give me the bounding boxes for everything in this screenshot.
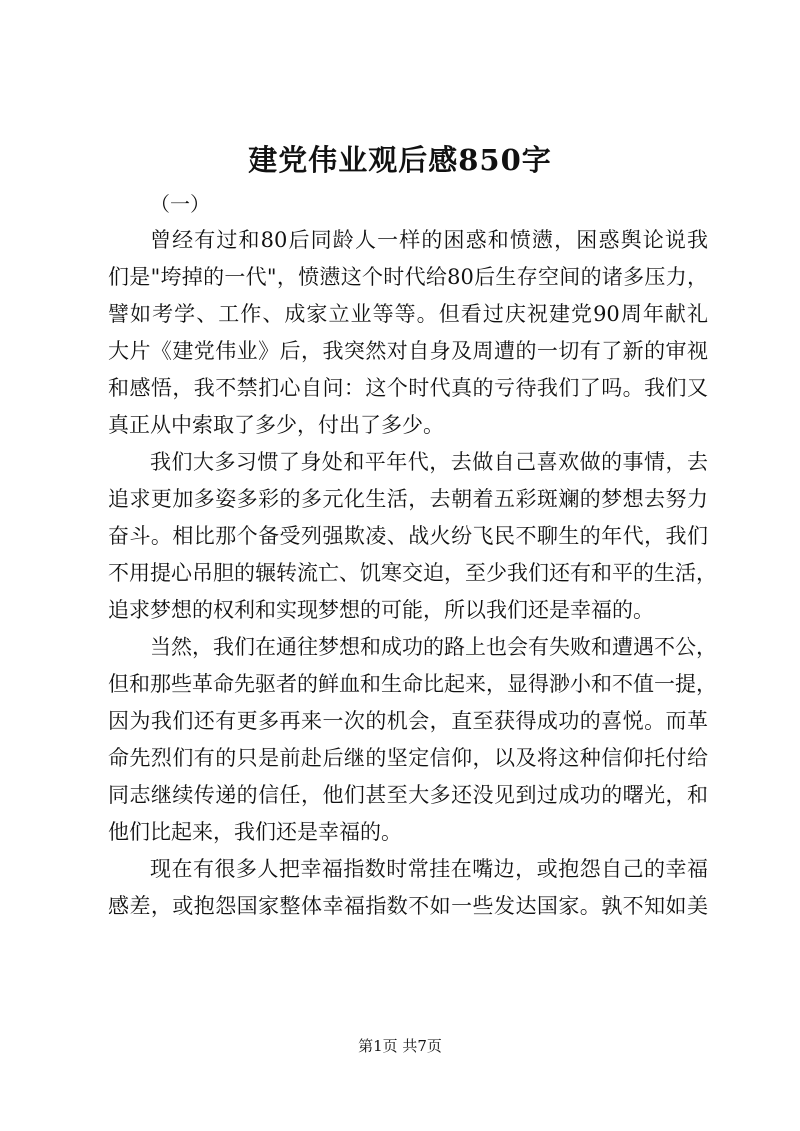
paragraph-line: 真正从中索取了多少，付出了多少。 xyxy=(108,413,444,437)
paragraph-line: 他们比起来，我们还是幸福的。 xyxy=(108,820,402,844)
paragraph-1 xyxy=(108,222,708,444)
paragraph-line: 当然，我们在通往梦想和成功的路上也会有失败和遭遇不公， xyxy=(150,635,717,659)
paragraph-line: 同志继续传递的信任，他们甚至大多还没见到过成功的曙光，和 xyxy=(108,783,708,807)
paragraph-line: 追求梦想的权利和实现梦想的可能，所以我们还是幸福的。 xyxy=(108,598,654,622)
document-body xyxy=(108,222,717,925)
paragraph-line: 奋斗。相比那个备受列强欺凌、战火纷飞民不聊生的年代，我们 xyxy=(108,524,708,548)
paragraph-line: 不用提心吊胆的辗转流亡、饥寒交迫，至少我们还有和平的生活， xyxy=(108,561,717,585)
section-marker: （一） xyxy=(150,192,210,216)
paragraph-line: 感差，或抱怨国家整体幸福指数不如一些发达国家。孰不知如美 xyxy=(108,894,708,918)
paragraph-line: 大片《建党伟业》后，我突然对自身及周遭的一切有了新的审视 xyxy=(108,339,708,363)
paragraph-4 xyxy=(108,851,708,925)
paragraph-line: 现在有很多人把幸福指数时常挂在嘴边，或抱怨自己的幸福 xyxy=(150,857,708,881)
paragraph-3 xyxy=(108,629,717,851)
paragraph-line: 追求更加多姿多彩的多元化生活，去朝着五彩斑斓的梦想去努力 xyxy=(108,487,708,511)
paragraph-line: 和感悟，我不禁扪心自问：这个时代真的亏待我们了吗。我们又 xyxy=(108,376,708,400)
paragraph-line: 命先烈们有的只是前赴后继的坚定信仰，以及将这种信仰托付给 xyxy=(108,746,708,770)
paragraph-line: 因为我们还有更多再来一次的机会，直至获得成功的喜悦。而革 xyxy=(108,709,708,733)
paragraph-line: 们是"垮掉的一代"，愤懑这个时代给80后生存空间的诸多压力， xyxy=(108,265,708,289)
paragraph-line: 我们大多习惯了身处和平年代，去做自己喜欢做的事情，去 xyxy=(150,450,708,474)
page-footer: 第1页 共7页 xyxy=(358,1037,442,1055)
paragraph-line: 曾经有过和80后同龄人一样的困惑和愤懑，困惑舆论说我 xyxy=(150,228,708,252)
paragraph-line: 但和那些革命先驱者的鲜血和生命比起来，显得渺小和不值一提， xyxy=(108,672,717,696)
document-title: 建党伟业观后感850字 xyxy=(248,143,552,177)
paragraph-2 xyxy=(108,444,717,629)
paragraph-line: 譬如考学、工作、成家立业等等。但看过庆祝建党90周年献礼 xyxy=(108,302,708,326)
